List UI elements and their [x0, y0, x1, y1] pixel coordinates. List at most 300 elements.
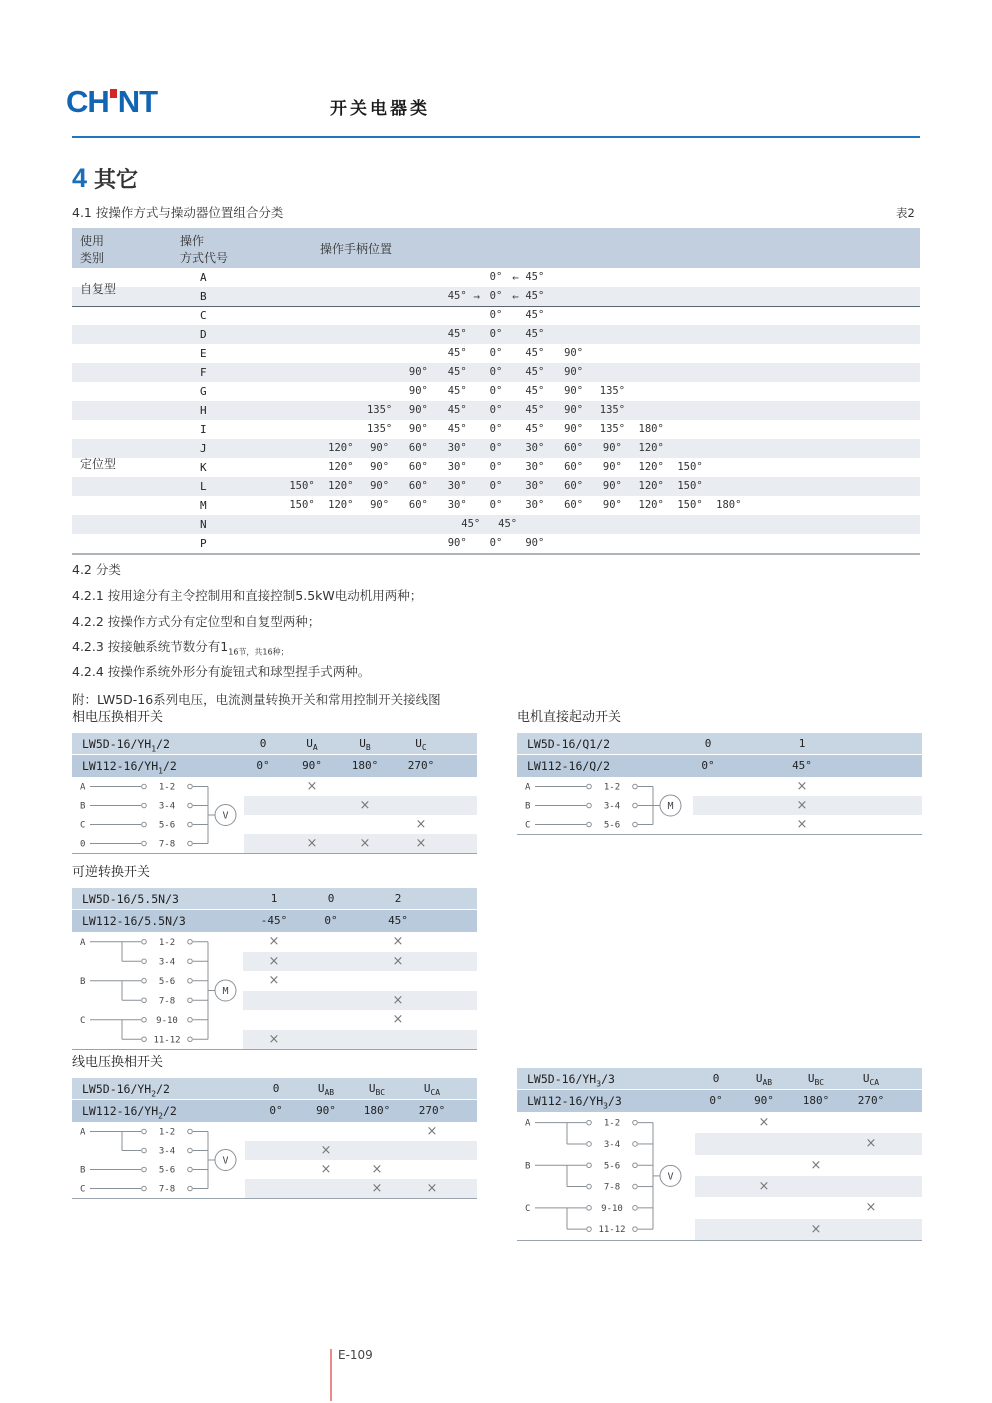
handle-position-value: 150°: [289, 499, 315, 511]
terminal-circle: [142, 959, 147, 964]
logo-i-dot-icon: [110, 89, 117, 98]
position-angle: 270°: [407, 759, 435, 772]
handle-position-value: 90°: [370, 499, 390, 511]
terminal-circle: [142, 1037, 147, 1042]
terminal-circle: [587, 1120, 592, 1125]
input-phase-label: A: [525, 782, 531, 793]
terminal-label: 7-8: [158, 996, 176, 1007]
section-title: 其它: [94, 168, 139, 193]
terminal-label: 11-12: [598, 1225, 626, 1236]
handle-position-value: 120°: [328, 442, 354, 454]
handle-position-value: 45°: [525, 366, 545, 378]
handle-position-value: 90°: [447, 537, 467, 549]
mode-code: B: [200, 290, 207, 303]
handle-position-value: 60°: [564, 442, 584, 454]
wiring-diagram: [74, 777, 246, 853]
handle-position-value: 90°: [602, 442, 622, 454]
section-number: 4: [72, 163, 88, 193]
mode-code: I: [200, 423, 207, 436]
table-bottom-border: [72, 853, 477, 854]
terminal-label: 1-2: [158, 937, 176, 948]
mode-code: L: [200, 480, 207, 493]
terminal-circle: [142, 784, 147, 789]
terminal-label: 3-4: [603, 801, 621, 812]
terminal-circle: [188, 959, 193, 964]
handle-position-value: 120°: [638, 442, 664, 454]
wiring-diagram: [519, 777, 691, 834]
contact-closed-mark: ×: [371, 1181, 383, 1196]
table-bottom-border: [72, 1198, 477, 1199]
handle-position-value: 0°: [489, 480, 503, 492]
handle-position-value: 0°: [489, 328, 503, 340]
input-phase-label: C: [80, 1015, 86, 1026]
group-separator-line: [72, 306, 920, 307]
handle-position-value: 45°: [525, 309, 545, 321]
contact-closed-mark: ×: [758, 1178, 770, 1194]
handle-position-value: 90°: [564, 423, 584, 435]
classification-row-L: [72, 477, 920, 496]
handle-position-value: 0°: [489, 461, 503, 473]
handle-position-value: 30°: [447, 442, 467, 454]
handle-position-value: 30°: [525, 442, 545, 454]
group-label-positioning: 定位型: [80, 457, 117, 471]
contact-closed-mark: ×: [359, 798, 371, 813]
handle-position-value: 135°: [599, 385, 626, 397]
terminal-circle: [587, 1142, 592, 1147]
terminal-circle: [633, 1163, 638, 1168]
handle-position-value: 150°: [677, 461, 703, 473]
input-phase-label: B: [80, 976, 86, 987]
position-angle: 270°: [418, 1104, 446, 1117]
chint-logo: [66, 84, 157, 120]
position-label: $U_{CA}$: [862, 1072, 880, 1088]
mode-code: F: [200, 366, 207, 379]
contact-closed-mark: ×: [306, 779, 318, 794]
handle-position-value: 30°: [525, 480, 545, 492]
terminal-circle: [587, 1227, 592, 1232]
header-op-line1: 操作: [180, 234, 205, 248]
position-angle: 0°: [701, 759, 715, 772]
input-phase-label: A: [525, 1118, 531, 1129]
model-row-lw5d: [72, 888, 477, 910]
terminal-circle: [142, 1148, 147, 1153]
handle-position-value: 30°: [525, 461, 545, 473]
handle-position-value: 45°: [447, 404, 467, 416]
handle-position-value: 45°: [525, 423, 545, 435]
terminal-circle: [188, 1017, 193, 1022]
contact-closed-mark: ×: [796, 817, 808, 832]
attachment-note: 附：LW5D-16系列电压，电流测量转换开关和常用控制开关接线图: [72, 692, 441, 707]
terminal-circle: [633, 1142, 638, 1147]
handle-position-value: 45°: [447, 423, 467, 435]
handle-position-value: 150°: [289, 480, 315, 492]
terminal-circle: [633, 1206, 638, 1211]
contact-closed-mark: ×: [268, 934, 280, 949]
position-label: $U_{CA}$: [423, 1082, 441, 1098]
handle-position-value: 30°: [447, 499, 467, 511]
terminal-circle: [587, 803, 592, 808]
position-angle: 90°: [316, 1104, 336, 1117]
meter-letter: M: [222, 986, 229, 997]
handle-position-value: 120°: [638, 461, 664, 473]
position-label: $U_C$: [415, 737, 427, 753]
position-angle: 45°: [388, 914, 408, 927]
terminal-circle: [633, 1120, 638, 1125]
terminal-circle: [188, 1186, 193, 1191]
terminal-circle: [142, 1186, 147, 1191]
wiring-table: [72, 733, 477, 855]
handle-position-value: 30°: [447, 480, 467, 492]
model-code: LW112-16/Q/2: [527, 759, 611, 773]
subsection-4-2-title: 4.2 分类: [72, 562, 121, 577]
handle-position-value: 120°: [328, 480, 354, 492]
classification-row-E: [72, 344, 920, 363]
wiring-diagram: [519, 1112, 691, 1240]
terminal-circle: [587, 1184, 592, 1189]
handle-position-value: 90°: [370, 461, 390, 473]
terminal-circle: [188, 1037, 193, 1042]
row-shade: [693, 796, 922, 815]
handle-position-value: 150°: [677, 480, 703, 492]
contact-closed-mark: ×: [865, 1136, 877, 1152]
terminal-label: 3-4: [158, 801, 176, 812]
input-phase-label: B: [80, 801, 86, 812]
input-phase-label: B: [80, 1165, 86, 1176]
classification-row-M: [72, 496, 920, 515]
page-number: E-109: [338, 1348, 373, 1362]
header-use-line1: 使用: [80, 234, 105, 248]
contact-closed-mark: ×: [758, 1115, 770, 1130]
terminal-circle: [142, 998, 147, 1003]
header-use-line2: 类别: [80, 251, 105, 265]
terminal-label: 3-4: [158, 957, 176, 968]
meter-letter: V: [222, 1155, 229, 1167]
contact-closed-mark: ×: [392, 1012, 404, 1027]
handle-position-value: 45°: [447, 290, 467, 302]
terminal-label: 5-6: [158, 820, 176, 831]
handle-position-value: 0°: [489, 290, 503, 302]
position-label: $U_{BC}$: [807, 1072, 825, 1088]
handle-position-value: 0°: [489, 271, 503, 283]
model-row-lw112: [517, 1090, 922, 1112]
contact-closed-mark: ×: [415, 817, 427, 832]
handle-position-value: 0°: [489, 404, 503, 416]
handle-position-value: 60°: [564, 499, 584, 511]
terminal-circle: [188, 978, 193, 983]
classification-row-D: [72, 325, 920, 344]
terminal-circle: [142, 803, 147, 808]
contact-closed-mark: ×: [392, 934, 404, 949]
contact-closed-mark: ×: [392, 992, 404, 1008]
classification-row-F: [72, 363, 920, 382]
table-bottom-border: [517, 834, 922, 835]
position-angle: 270°: [857, 1094, 885, 1107]
table-bottom-border: [72, 553, 920, 555]
handle-position-value: 45°: [447, 366, 467, 378]
terminal-label: 7-8: [158, 839, 176, 850]
model-row-lw112: [517, 755, 922, 777]
classification-row-P: [72, 534, 920, 553]
position-angle: 0°: [256, 759, 270, 772]
position-angle: 180°: [802, 1094, 830, 1107]
handle-position-value: 45°: [447, 385, 467, 397]
handle-position-value: 30°: [447, 461, 467, 473]
handle-position-value: 90°: [564, 404, 584, 416]
terminal-circle: [188, 1129, 193, 1134]
input-phase-label: C: [525, 1203, 531, 1214]
handle-position-value: 90°: [564, 347, 584, 359]
mode-code: C: [200, 309, 207, 322]
terminal-circle: [188, 1148, 193, 1153]
classification-row-J: [72, 439, 920, 458]
terminal-label: 1-2: [158, 782, 176, 793]
classification-table-header: [72, 228, 920, 268]
classification-row-G: [72, 382, 920, 401]
table-bottom-border: [517, 1240, 922, 1241]
header-handle-position: 操作手柄位置: [320, 242, 393, 256]
terminal-circle: [633, 803, 638, 808]
group-label-self-reset: 自复型: [80, 282, 117, 296]
mode-code: M: [200, 499, 207, 512]
model-code: $LW112-16/YH_2/2$: [82, 1104, 177, 1121]
row-shade: [245, 1141, 477, 1160]
input-phase-label: B: [525, 1161, 531, 1172]
contact-closed-mark: ×: [359, 836, 371, 851]
note-4-2-2: 4.2.2 按操作方式分有定位型和自复型两种；: [72, 614, 321, 629]
handle-position-value: 45°: [525, 271, 545, 283]
position-label: 1: [270, 892, 278, 905]
position-label: $U_{AB}$: [755, 1072, 773, 1088]
input-phase-label: A: [80, 782, 86, 793]
contact-closed-mark: ×: [865, 1200, 877, 1216]
note-4-2-3: 4.2.3 按接触系统节数分有$1_{16节,共16种;}$: [72, 639, 289, 657]
model-code: $LW5D-16/YH_2/2$: [82, 1082, 170, 1099]
model-code: $LW112-16/YH_1/2$: [82, 759, 177, 776]
terminal-circle: [188, 939, 193, 944]
direction-arrow: →: [473, 290, 480, 303]
model-row-lw5d: [72, 1078, 477, 1100]
handle-position-value: 90°: [564, 366, 584, 378]
note-4-2-4: 4.2.4 按操作系统外形分有旋钮式和球型捏手式两种。: [72, 664, 371, 679]
model-row-lw5d: [72, 733, 477, 755]
terminal-label: 1-2: [603, 782, 621, 793]
classification-row-I: [72, 420, 920, 439]
input-phase-label: A: [80, 1127, 86, 1138]
model-code: LW5D-16/5.5N/3: [82, 892, 179, 906]
header-op-line2: 方式代号: [180, 251, 229, 265]
position-label: $U_{AB}$: [317, 1082, 335, 1098]
position-label: 0: [327, 892, 335, 905]
position-label: 1: [798, 737, 806, 750]
handle-position-value: 120°: [638, 499, 664, 511]
position-angle: 0°: [269, 1104, 283, 1117]
position-label: $U_B$: [359, 737, 371, 753]
mode-code: A: [200, 271, 207, 284]
contact-closed-mark: ×: [392, 953, 404, 969]
model-code: LW5D-16/Q1/2: [527, 737, 611, 751]
handle-position-value: 45°: [525, 328, 545, 340]
position-label: 0: [712, 1072, 720, 1085]
terminal-circle: [188, 841, 193, 846]
handle-position-value: 135°: [366, 423, 393, 435]
model-row-lw112: [72, 1100, 477, 1122]
terminal-label: 5-6: [603, 820, 621, 831]
terminal-circle: [188, 822, 193, 827]
handle-position-value: 135°: [599, 423, 626, 435]
model-code: LW112-16/5.5N/3: [82, 914, 186, 928]
handle-position-value: 180°: [638, 423, 664, 435]
handle-position-value: 135°: [366, 404, 393, 416]
contact-closed-mark: ×: [796, 779, 808, 794]
handle-position-value: 60°: [408, 480, 428, 492]
contact-closed-mark: ×: [415, 836, 427, 851]
position-label: 0: [704, 737, 712, 750]
classification-row-H: [72, 401, 920, 420]
terminal-label: 5-6: [603, 1161, 621, 1172]
mode-code: K: [200, 461, 207, 474]
terminal-circle: [142, 1017, 147, 1022]
input-phase-label: C: [525, 820, 531, 831]
handle-position-value: 90°: [408, 423, 428, 435]
model-row-lw112: [72, 910, 477, 932]
direction-arrow: ←: [512, 271, 519, 284]
page-category-title: 开关电器类: [330, 99, 430, 119]
handle-position-value: 45°: [525, 347, 545, 359]
terminal-circle: [587, 784, 592, 789]
terminal-circle: [633, 1227, 638, 1232]
classification-row-N: [72, 515, 920, 534]
logo-text-right: NT: [117, 84, 158, 119]
handle-position-value: 0°: [489, 347, 503, 359]
contact-closed-mark: ×: [810, 1157, 822, 1173]
handle-position-value: 0°: [489, 309, 503, 321]
mode-code: P: [200, 537, 207, 550]
contact-closed-mark: ×: [306, 836, 318, 851]
wiring-table-title: 电机直接起动开关: [517, 710, 622, 725]
model-row-lw5d: [517, 733, 922, 755]
wiring-diagram: [74, 1122, 246, 1198]
position-label: 0: [272, 1082, 280, 1095]
model-code: $LW5D-16/YH_1/2$: [82, 737, 170, 754]
logo-text-left: CH: [66, 84, 109, 119]
terminal-circle: [188, 803, 193, 808]
handle-position-value: 0°: [489, 537, 503, 549]
row-shade: [243, 991, 477, 1011]
mode-code: E: [200, 347, 207, 360]
contact-closed-mark: ×: [371, 1162, 383, 1177]
contact-closed-mark: ×: [426, 1181, 438, 1196]
mode-code: D: [200, 328, 207, 341]
input-phase-label: C: [80, 1184, 86, 1195]
terminal-circle: [587, 1206, 592, 1211]
handle-position-value: 120°: [328, 461, 354, 473]
footer-accent-line: [330, 1349, 332, 1401]
handle-position-value: 90°: [408, 385, 428, 397]
wiring-table-title: 可逆转换开关: [72, 865, 151, 880]
handle-position-value: 180°: [716, 499, 742, 511]
terminal-circle: [633, 822, 638, 827]
contact-closed-mark: ×: [810, 1221, 822, 1237]
handle-position-value: 90°: [602, 499, 622, 511]
meter-letter: V: [222, 810, 229, 822]
handle-position-value: 90°: [525, 537, 545, 549]
terminal-label: 5-6: [158, 976, 176, 987]
table-bottom-border: [72, 1049, 477, 1050]
handle-position-value: 60°: [564, 480, 584, 492]
mode-code: H: [200, 404, 207, 417]
position-angle: 0°: [324, 914, 338, 927]
handle-position-value: 45°: [447, 347, 467, 359]
position-label: 2: [394, 892, 402, 905]
handle-position-value: 135°: [599, 404, 626, 416]
classification-row-C: [72, 306, 920, 325]
handle-position-value: 0°: [489, 366, 503, 378]
terminal-label: 9-10: [156, 1015, 178, 1026]
input-phase-label: A: [80, 937, 86, 948]
contact-closed-mark: ×: [320, 1143, 332, 1158]
handle-position-value: 45°: [447, 328, 467, 340]
direction-arrow: ←: [512, 290, 519, 303]
handle-position-value: 60°: [408, 442, 428, 454]
wiring-table: [517, 733, 922, 836]
terminal-circle: [142, 1129, 147, 1134]
handle-position-value: 0°: [489, 442, 503, 454]
handle-position-value: 60°: [408, 461, 428, 473]
contact-closed-mark: ×: [320, 1162, 332, 1177]
terminal-circle: [142, 1167, 147, 1172]
contact-closed-mark: ×: [796, 798, 808, 813]
meter-letter: V: [667, 1171, 674, 1183]
meter-letter: M: [667, 801, 674, 812]
wiring-diagram: [74, 932, 246, 1049]
handle-position-value: 90°: [602, 480, 622, 492]
row-shade: [695, 1176, 922, 1197]
mode-code: J: [200, 442, 207, 455]
position-angle: 0°: [709, 1094, 723, 1107]
contact-closed-mark: ×: [268, 973, 280, 988]
contact-closed-mark: ×: [426, 1124, 438, 1139]
model-row-lw5d: [517, 1068, 922, 1090]
handle-position-value: 45°: [525, 404, 545, 416]
contact-closed-mark: ×: [268, 1031, 280, 1047]
wiring-table: [72, 888, 477, 1051]
classification-table: [72, 228, 920, 555]
model-code: $LW112-16/YH_3/3$: [527, 1094, 622, 1111]
handle-position-value: 90°: [408, 404, 428, 416]
handle-position-value: 0°: [489, 499, 503, 511]
terminal-circle: [142, 822, 147, 827]
handle-position-value: 30°: [525, 499, 545, 511]
terminal-label: 5-6: [158, 1165, 176, 1176]
input-phase-label: 0: [80, 839, 86, 850]
handle-position-value: 45°: [525, 290, 545, 302]
position-angle: 90°: [302, 759, 322, 772]
handle-position-value: 0°: [489, 423, 503, 435]
handle-position-value: 90°: [564, 385, 584, 397]
terminal-circle: [633, 784, 638, 789]
handle-position-value: 45°: [461, 518, 481, 530]
handle-position-value: 90°: [408, 366, 428, 378]
terminal-circle: [188, 998, 193, 1003]
terminal-circle: [142, 939, 147, 944]
terminal-label: 1-2: [603, 1118, 621, 1129]
classification-row-K: [72, 458, 920, 477]
terminal-circle: [142, 841, 147, 846]
terminal-label: 3-4: [158, 1146, 176, 1157]
terminal-circle: [633, 1184, 638, 1189]
classification-row-A: [72, 268, 920, 287]
table-number-tag: 表2: [896, 206, 915, 220]
